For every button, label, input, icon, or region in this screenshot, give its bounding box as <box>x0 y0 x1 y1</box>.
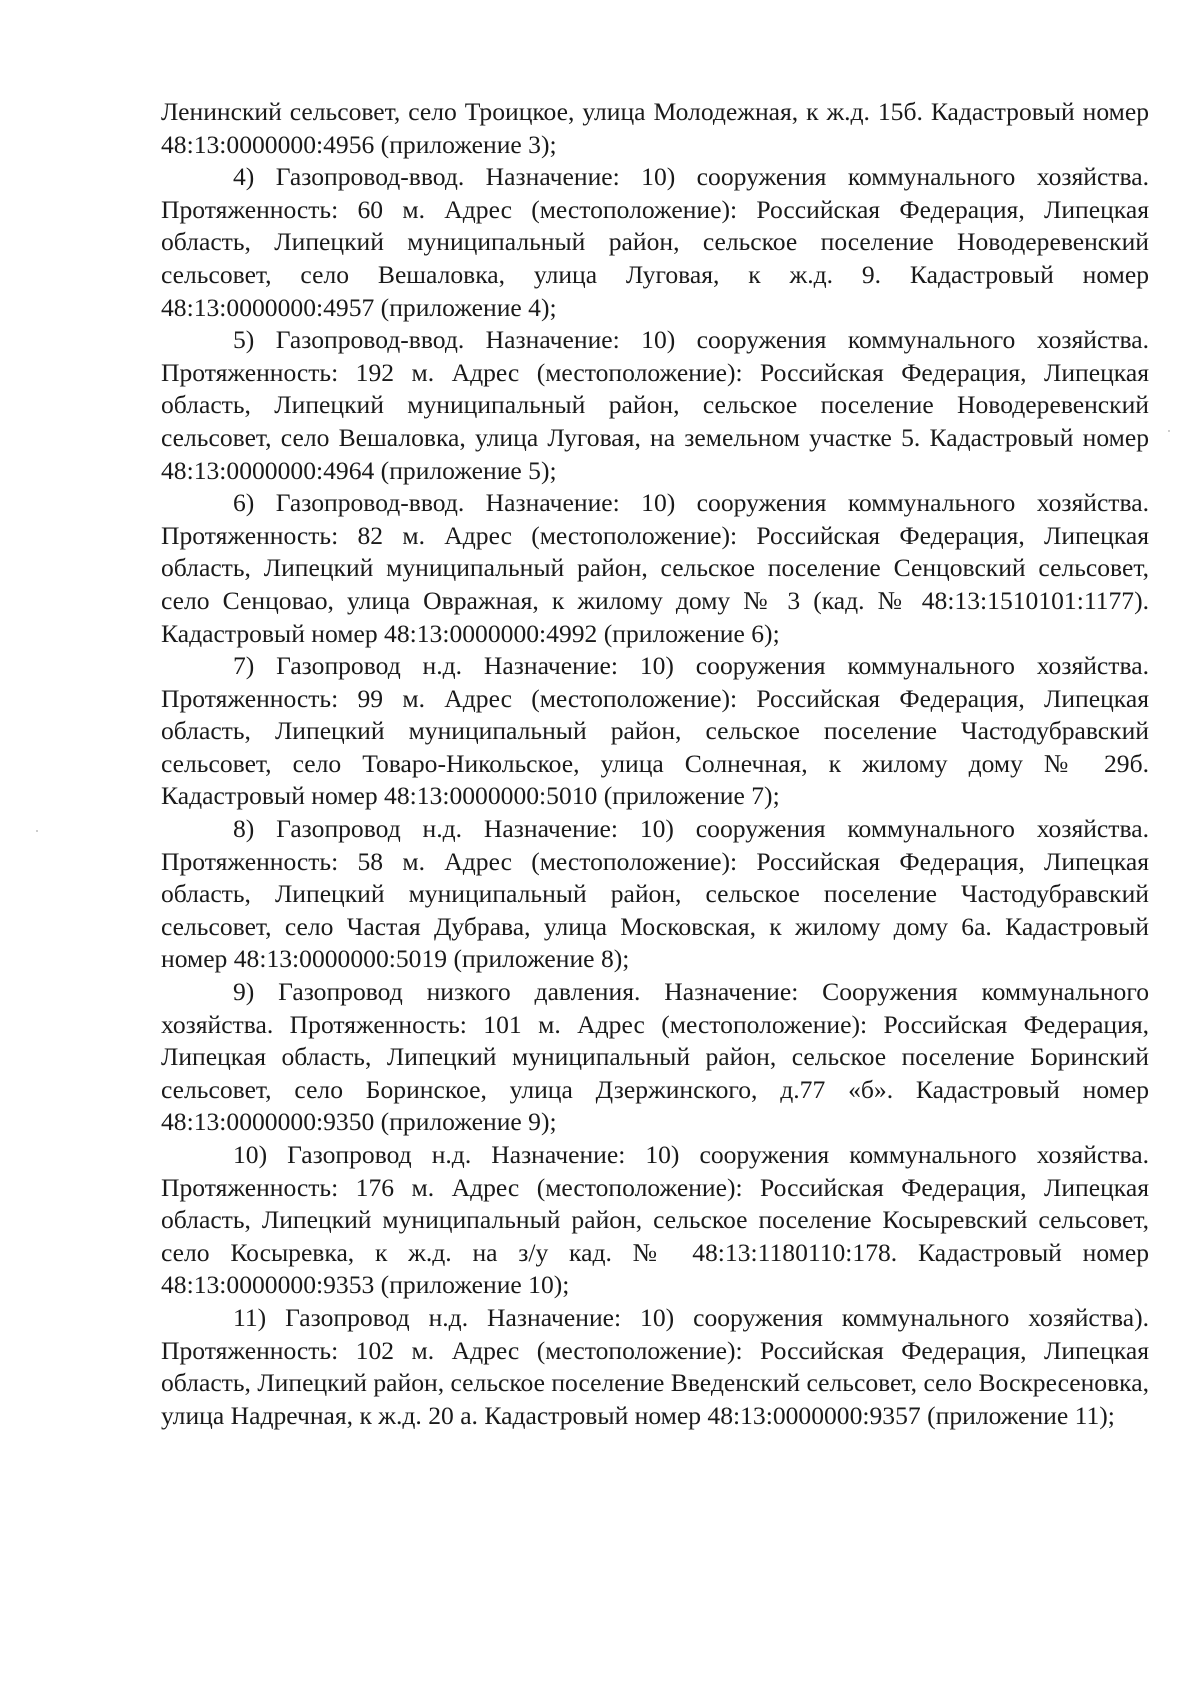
paragraph-item-8: 8) Газопровод н.д. Назначение: 10) сооружения коммунального хозяйства. Протяженность: 58 м. Адрес (местоположение): Российская Федерация, Липецкая область, Липецкий муниципальный район, сельское поселение Частодубравский сельсовет, село Частая Дубрава, улица Московская, к жилому дому 6а. Кадастровый номер 48:13:0000000:5019 (приложение 8); <box>161 814 1149 974</box>
paragraph-item-7: 7) Газопровод н.д. Назначение: 10) сооружения коммунального хозяйства. Протяженность: 99 м. Адрес (местоположение): Российская Федерация, Липецкая область, Липецкий муниципальный район, сельское поселение Частодубравский сельсовет, село Товаро-Никольское, улица Солнечная, к жилому дому № 29б. Кадастровый номер 48:13:0000000:5010 (приложение 7); <box>161 651 1149 811</box>
paragraph-item-10: 10) Газопровод н.д. Назначение: 10) сооружения коммунального хозяйства. Протяженность: 176 м. Адрес (местоположение): Российская Федерация, Липецкая область, Липецкий муниципальный район, сельское поселение Косыревский сельсовет, село Косыревка, к ж.д. на з/у кад. № 48:13:1180110:178. Кадастровый номер 48:13:0000000:9353 (приложение 10); <box>161 1140 1149 1300</box>
scan-speck <box>1168 430 1170 432</box>
paragraph-continuation-item-3: Ленинский сельсовет, село Троицкое, улица Молодежная, к ж.д. 15б. Кадастровый номер 48:13:0000000:4956 (приложение 3); <box>161 97 1149 159</box>
paragraph-item-6: 6) Газопровод-ввод. Назначение: 10) сооружения коммунального хозяйства. Протяженность: 82 м. Адрес (местоположение): Российская Федерация, Липецкая область, Липецкий муниципальный район, сельское поселение Сенцовский сельсовет, село Сенцовао, улица Овражная, к жилому дому № 3 (кад. № 48:13:1510101:1177). Кадастровый номер 48:13:0000000:4992 (приложение 6); <box>161 488 1149 648</box>
scan-speck <box>36 830 38 832</box>
paragraph-item-4: 4) Газопровод-ввод. Назначение: 10) сооружения коммунального хозяйства. Протяженность: 60 м. Адрес (местоположение): Российская Федерация, Липецкая область, Липецкий муниципальный район, сельское поселение Новодеревенский сельсовет, село Вешаловка, улица Луговая, к ж.д. 9. Кадастровый номер 48:13:0000000:4957 (приложение 4); <box>161 162 1149 322</box>
document-body <box>161 96 1149 1432</box>
paragraph-item-11: 11) Газопровод н.д. Назначение: 10) сооружения коммунального хозяйства). Протяженность: 102 м. Адрес (местоположение): Российская Федерация, Липецкая область, Липецкий район, сельское поселение Введенский сельсовет, село Воскресеновка, улица Надречная, к ж.д. 20 а. Кадастровый номер 48:13:0000000:9357 (приложение 11); <box>161 1302 1149 1430</box>
paragraph-item-9: 9) Газопровод низкого давления. Назначение: Сооружения коммунального хозяйства. Протяженность: 101 м. Адрес (местоположение): Российская Федерация, Липецкая область, Липецкий муниципальный район, сельское поселение Боринский сельсовет, село Боринское, улица Дзержинского, д.77 «б». Кадастровый номер 48:13:0000000:9350 (приложение 9); <box>161 977 1149 1137</box>
paragraph-item-5: 5) Газопровод-ввод. Назначение: 10) сооружения коммунального хозяйства. Протяженность: 192 м. Адрес (местоположение): Российская Федерация, Липецкая область, Липецкий муниципальный район, сельское поселение Новодеревенский сельсовет, село Вешаловка, улица Луговая, на земельном участке 5. Кадастровый номер 48:13:0000000:4964 (приложение 5); <box>161 325 1149 485</box>
